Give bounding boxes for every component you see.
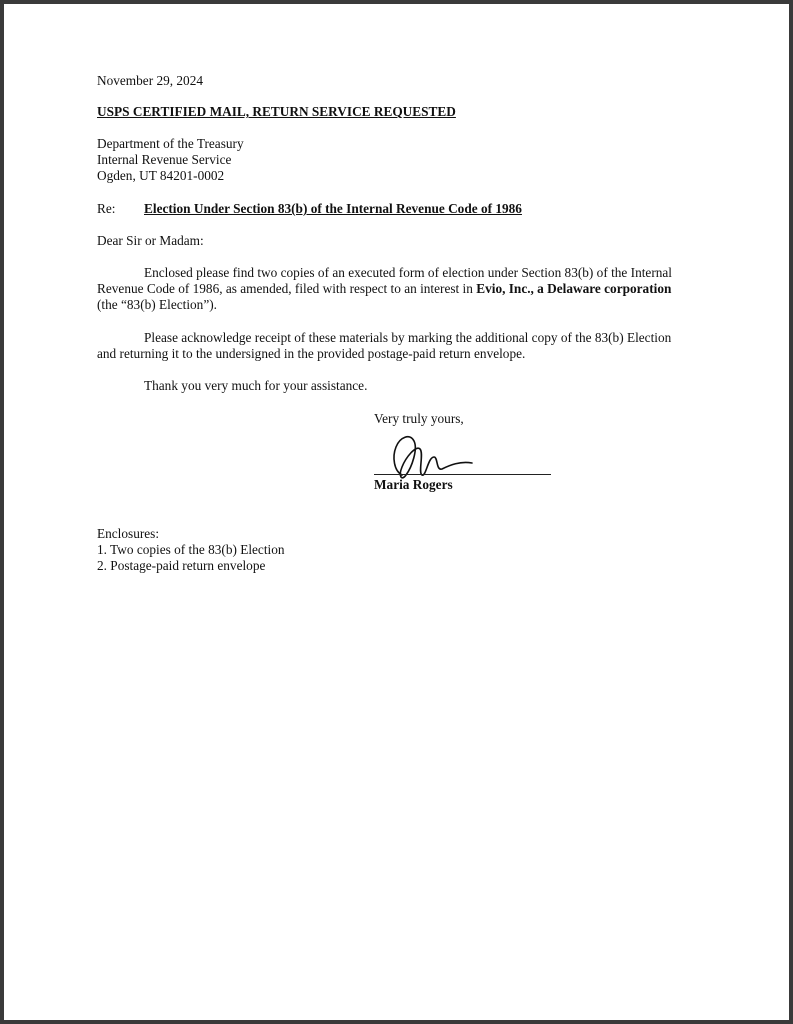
signer-name: Maria Rogers — [374, 477, 453, 492]
recipient-line-3: Ogden, UT 84201-0002 — [97, 168, 225, 183]
para1-line-1: Enclosed please find two copies of an executed form of election under Section 83(b) of the Internal — [144, 265, 672, 280]
closing: Very truly yours, — [374, 411, 464, 426]
para1-line-2-text: Revenue Code of 1986, as amended, filed with respect to an interest in — [97, 281, 477, 296]
signature-line — [374, 474, 551, 475]
letter-page — [4, 4, 789, 1020]
enclosure-item: 2. Postage-paid return envelope — [97, 558, 266, 573]
para2-line-2: and returning it to the undersigned in the provided postage-paid return envelope. — [97, 346, 526, 361]
para3: Thank you very much for your assistance. — [144, 378, 368, 393]
letter-date: November 29, 2024 — [97, 73, 203, 88]
company-name: Evio, Inc., a Delaware corporation — [476, 281, 672, 296]
salutation: Dear Sir or Madam: — [97, 233, 204, 248]
recipient-line-2: Internal Revenue Service — [97, 152, 232, 167]
para1-line-3: (the “83(b) Election”). — [97, 297, 217, 312]
enclosures-heading: Enclosures: — [97, 526, 160, 541]
delivery-heading: USPS CERTIFIED MAIL, RETURN SERVICE REQUESTED — [97, 104, 456, 119]
re-subject: Election Under Section 83(b) of the Internal Revenue Code of 1986 — [144, 201, 522, 216]
recipient-line-1: Department of the Treasury — [97, 136, 244, 151]
para1-line-2 — [97, 281, 671, 297]
enclosure-item: 1. Two copies of the 83(b) Election — [97, 542, 285, 557]
para2-line-1: Please acknowledge receipt of these materials by marking the additional copy of the 83(b) Election — [144, 330, 672, 345]
re-label: Re: — [97, 201, 116, 216]
